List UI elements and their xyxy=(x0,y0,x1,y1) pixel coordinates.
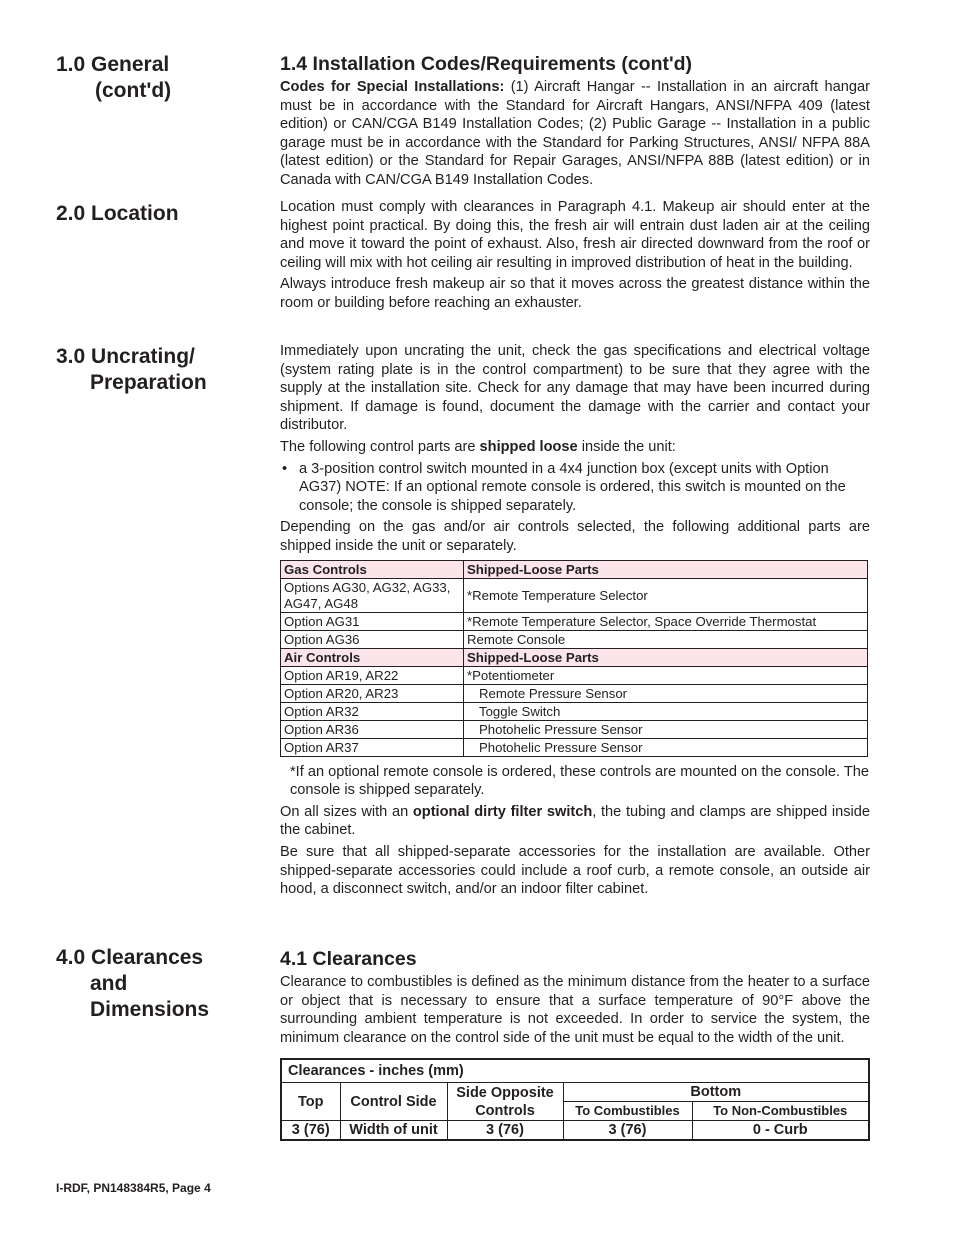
page-footer: I-RDF, PN148384R5, Page 4 xyxy=(56,1181,211,1195)
table-cell: Option AG36 xyxy=(281,630,464,648)
table-cell: 3 (76) xyxy=(563,1121,692,1141)
uncrating-p4-pre: On all sizes with an xyxy=(280,803,413,820)
uncrating-p4 xyxy=(280,803,870,840)
uncrating-p2-pre: The following control parts are xyxy=(280,438,480,455)
table-header-row xyxy=(281,648,868,666)
table-cell: Photohelic Pressure Sensor xyxy=(464,738,868,756)
codes-title: 1.4 Installation Codes/Requirements (cont'd) xyxy=(280,53,693,75)
table-row xyxy=(281,578,868,612)
table-row xyxy=(281,612,868,630)
table-cell: 3 (76) xyxy=(447,1121,563,1141)
clearances-table xyxy=(280,1058,870,1141)
table-cell: Width of unit xyxy=(340,1121,447,1141)
table-row xyxy=(281,702,868,720)
section-uncrating xyxy=(280,342,870,902)
heading-clearances-line1: 4.0 Clearances xyxy=(56,946,204,969)
table-cell: Toggle Switch xyxy=(464,702,868,720)
table-header-cell: Air Controls xyxy=(281,648,464,666)
uncrating-p4-bold: optional dirty filter switch xyxy=(412,803,593,820)
table-row xyxy=(281,1059,869,1083)
table-row xyxy=(281,630,868,648)
table-header-cell: To Combustibles xyxy=(563,1102,692,1121)
location-p1: Location must comply with clearances in Paragraph 4.1. Makeup air should enter at the highest point practical. By doing this, the fresh air will entrain dust laden air at the ceiling and move it toward the point of exhaust. Also, fresh air directed downward from the roof or ceiling will mix with hot ceiling air resulting in improved distribution of heat in the building. xyxy=(280,199,870,271)
location-p2: Always introduce fresh makeup air so that it moves across the greatest distance within the room or building before reaching an exhauster. xyxy=(280,276,870,311)
table-cell: 3 (76) xyxy=(281,1121,340,1141)
heading-general-line2: (cont'd) xyxy=(95,79,172,102)
clearances-table-title: Clearances - inches (mm) xyxy=(281,1059,869,1083)
uncrating-p1: Immediately upon uncrating the unit, check the gas specifications and electrical voltage (system rating plate is in the control compartment) to be sure that they agree with the supply at the installation site. Check for any damage that may have been incurred during shipment. If damage is found, document the damage with the carrier and contact your distributor. xyxy=(280,343,870,434)
table-cell: *Potentiometer xyxy=(464,666,868,684)
heading-uncrating-line1: 3.0 Uncrating/ xyxy=(56,345,195,368)
table-cell: 0 - Curb xyxy=(692,1121,869,1141)
table-header-cell: Top xyxy=(281,1083,340,1121)
uncrating-p5: Be sure that all shipped-separate accessories for the installation are available. Other shipped-separate accessories could include a roof curb, a remote console, an outside air hood, a disconnect switch, and/or an indoor filter cabinet. xyxy=(280,843,870,898)
heading-clearances-line3: Dimensions xyxy=(90,998,210,1021)
heading-uncrating xyxy=(56,344,256,396)
heading-clearances-line2: and xyxy=(90,972,128,995)
table-header-cell: Shipped-Loose Parts xyxy=(464,648,868,666)
table-header-cell: Side Opposite Controls xyxy=(447,1083,563,1121)
codes-paragraph xyxy=(280,78,870,190)
table-row xyxy=(281,738,868,756)
section-location xyxy=(280,198,870,316)
section-codes xyxy=(280,52,870,193)
heading-general xyxy=(56,52,256,104)
codes-lead: Codes for Special Installations: xyxy=(280,79,505,95)
uncrating-note: *If an optional remote console is ordered, these controls are mounted on the console. The console is shipped separately. xyxy=(290,763,869,799)
table-cell: Photohelic Pressure Sensor xyxy=(464,720,868,738)
table-row xyxy=(281,666,868,684)
shipped-loose-parts-table xyxy=(280,560,868,757)
table-cell: Option AG31 xyxy=(281,612,464,630)
table-cell: Option AR32 xyxy=(281,702,464,720)
table-cell: Option AR20, AR23 xyxy=(281,684,464,702)
table-row xyxy=(281,1083,869,1102)
table-cell: *Remote Temperature Selector xyxy=(464,578,868,612)
heading-clearances xyxy=(56,945,256,1023)
uncrating-p4-post: , the tubing and clamps are shipped inside the cabinet. xyxy=(280,803,870,839)
heading-location xyxy=(56,201,256,227)
table-header-cell: Bottom xyxy=(563,1083,869,1102)
clearances-title: 4.1 Clearances xyxy=(280,948,417,970)
table-cell: *Remote Temperature Selector, Space Override Thermostat xyxy=(464,612,868,630)
uncrating-p2-bold: shipped loose xyxy=(479,438,578,455)
table-cell: Option AR37 xyxy=(281,738,464,756)
table-header-row xyxy=(281,560,868,578)
table-cell: Remote Console xyxy=(464,630,868,648)
table-header-cell: Control Side xyxy=(340,1083,447,1121)
heading-location-line1: 2.0 Location xyxy=(56,202,179,225)
table-header-cell: Shipped-Loose Parts xyxy=(464,560,868,578)
table-cell: Options AG30, AG32, AG33, AG47, AG48 xyxy=(281,578,464,612)
uncrating-p2-post: inside the unit: xyxy=(577,438,676,455)
table-row xyxy=(281,720,868,738)
table-cell: Option AR36 xyxy=(281,720,464,738)
section-clearances xyxy=(280,947,870,1141)
table-cell: Option AR19, AR22 xyxy=(281,666,464,684)
table-row xyxy=(281,684,868,702)
uncrating-p3: Depending on the gas and/or air controls selected, the following additional parts are shipped inside the unit or separately. xyxy=(280,519,870,554)
table-header-cell: To Non-Combustibles xyxy=(692,1102,869,1121)
table-cell: Remote Pressure Sensor xyxy=(464,684,868,702)
codes-text: (1) Aircraft Hangar -- Installation in an aircraft hangar must be in accordance with the Standard for Aircraft Hangars, ANSI/NFPA 409 (latest edition) or CAN/CGA B149 Installation Codes; (2) Public Garage -- Installation in a public garage must be in accordance with the Standard for Parking Structures, ANSI/ NFPA 88A (latest edition) or the Standard for Repair Garages, ANSI/NFPA 88B (latest edition) or in Canada with CAN/CGA B149 Installation Codes. xyxy=(280,79,870,188)
uncrating-p2 xyxy=(280,438,870,457)
heading-general-line1: 1.0 General xyxy=(56,53,170,76)
heading-uncrating-line2: Preparation xyxy=(90,371,207,394)
table-header-cell: Gas Controls xyxy=(281,560,464,578)
uncrating-bullet: • a 3-position control switch mounted in a 4x4 junction box (except units with Option AG37) NOTE: If an optional remote console is ordered, this switch is mounted on the console; the console is shipped separately. xyxy=(280,460,870,516)
clearances-text: Clearance to combustibles is defined as the minimum distance from the heater to a surface or object that is necessary to ensure that a surface temperature of 90°F above the surrounding ambient temperature is not exceeded. In order to service the system, the minimum clearance on the control side of the unit must be equal to the width of the unit. xyxy=(280,974,870,1046)
table-row xyxy=(281,1121,869,1141)
